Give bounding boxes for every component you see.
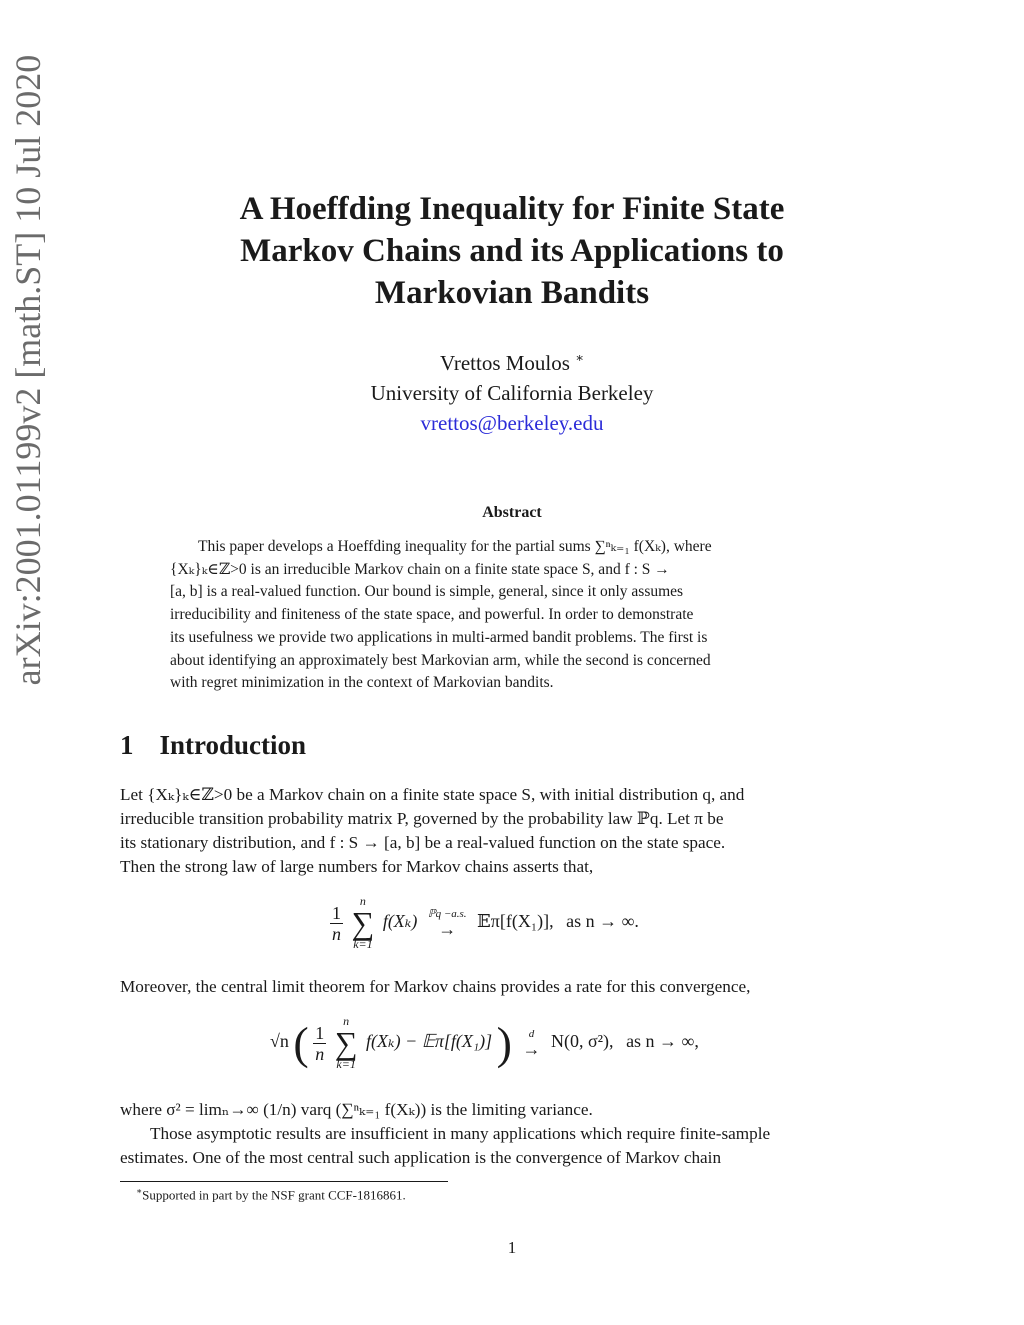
sum-term: f(Xₖ) [382,911,418,932]
author-block [150,343,874,438]
abstract-line: [a, b] is a real-valued function. Our bound is simple, general, since it only assumes [170,583,684,601]
title-line-1: A Hoeffding Inequality for Finite State [239,191,785,227]
intro-paragraph-2: Moreover, the central limit theorem for Markov chains provides a rate for this convergence, [120,977,751,996]
footnote [136,1186,406,1203]
abstract-line: about identifying an approximately best Markovian arm, while the second is concerned [170,651,711,669]
footnote-divider [120,1181,448,1182]
fraction-numerator: 1 [332,902,341,923]
page-number: 1 [507,1238,517,1257]
convergence-label: d [528,1028,535,1040]
abstract-body [170,536,854,695]
convergence-label: ℙq −a.s. [427,908,467,920]
fraction-denominator: n [332,923,341,944]
body-line: Those asymptotic results are insufficient in many applications which require finite-sample [150,1124,771,1143]
title-line-3: Markovian Bandits [374,275,650,311]
intro-paragraph-3 [120,1098,904,1170]
abstract-line: its usefulness we provide two applications in multi-armed bandit problems. The first is [170,628,708,646]
footnote-text: Supported in part by the NSF grant CCF-1816861. [142,1187,406,1203]
equation-strong-law: $\frac{1}{n}$ n ∑ k=1 f(Xₖ) ℙq −a.s. → 𝔼π[f(X₁)], as n → ∞. [332,894,639,951]
paper-title [150,188,874,314]
author-affiliation: University of California Berkeley [370,381,654,405]
intro-paragraph-1 [120,783,904,879]
limit-distribution: N(0, σ²), [550,1031,614,1052]
sum-upper-limit: n [359,894,366,908]
equation-clt: √n ( $\frac{1}{n}$ n ∑ k=1 f(Xₖ) − 𝔼π[f(X₁)] ) d → N(0, σ²), as n → ∞, [270,1014,699,1071]
arxiv-identifier-stamp [8,54,68,960]
body-line: where σ² = limₙ→∞ (1/n) varq (∑ⁿₖ₌₁ f(Xₖ)) is the limiting variance. [120,1100,593,1119]
summation-symbol: n ∑ k=1 [334,1014,358,1071]
sum-lower-limit: k=1 [353,937,373,951]
abstract-line: irreducibility and finiteness of the state space, and powerful. In order to demonstrate [170,606,694,624]
abstract-line: {Xₖ}ₖ∈ℤ>0 is an irreducible Markov chain on a finite state space S, and f : S → [170,560,670,578]
fraction-denominator: n [315,1043,325,1064]
author-name: Vrettos Moulos [439,351,570,375]
section-heading [120,730,306,761]
body-line: Then the strong law of large numbers for Markov chains asserts that, [120,857,594,876]
body-line: irreducible transition probability matrix P, governed by the probability law ℙq. Let π be [120,809,724,828]
author-email-link[interactable]: vrettos@berkeley.edu [420,411,604,435]
sum-upper-limit: n [343,1014,350,1028]
section-title: Introduction [159,730,307,760]
abstract-heading: Abstract [482,504,542,521]
sqrt-n: √n [270,1031,289,1052]
fraction-numerator: 1 [315,1022,325,1043]
footnote-mark: ∗ [136,1186,143,1196]
limit-condition: as n → ∞. [566,911,639,932]
abstract-line: This paper develops a Hoeffding inequality for the partial sums ∑ⁿₖ₌₁ f(Xₖ), where [198,538,712,555]
section-number: 1 [120,730,134,760]
author-footnote-mark: ∗ [575,350,585,365]
body-line: estimates. One of the most central such application is the convergence of Markov chain [120,1148,722,1167]
title-line-2: Markov Chains and its Applications to [240,233,784,269]
limit-expectation: 𝔼π[f(X₁)], [477,911,554,932]
body-line: Let {Xₖ}ₖ∈ℤ>0 be a Markov chain on a finite state space S, with initial distribution q, and [120,785,745,804]
limit-condition: as n → ∞, [626,1031,699,1052]
sum-lower-limit: k=1 [336,1057,356,1071]
fraction-one-over-n [313,1023,326,1064]
arxiv-identifier-text: arXiv:2001.01199v2 [math.ST] 10 Jul 2020 [8,54,48,686]
fraction-one-over-n [330,903,343,944]
sum-term: f(Xₖ) − 𝔼π[f(X₁)] [366,1031,493,1052]
abstract-line: with regret minimization in the context of Markovian bandits. [170,674,554,692]
body-line: its stationary distribution, and f : S → [a, b] be a real-valued function on the state space. [120,833,726,852]
summation-symbol: n ∑ k=1 [351,894,375,951]
